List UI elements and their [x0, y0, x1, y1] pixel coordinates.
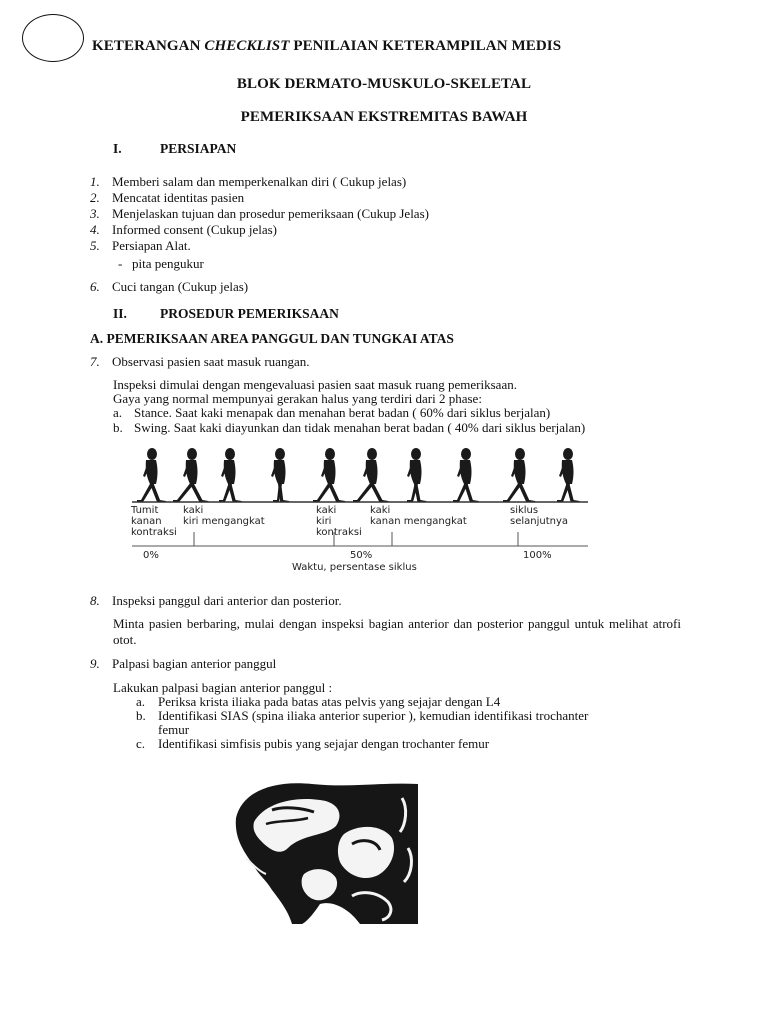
gait-label-selanjutnya: selanjutnya [510, 516, 569, 527]
list-item-7: 7. Observasi pasien saat masuk ruangan. [90, 354, 310, 369]
gait-axis-caption: Waktu, persentase siklus [292, 562, 417, 573]
section-2-roman: II. [113, 306, 127, 321]
list-item-6: 6. Cuci tangan (Cukup jelas) [90, 279, 249, 294]
gait-tick-label-0: 0% [143, 550, 159, 561]
walking-figure [353, 448, 388, 502]
gait-label-kontraksi-2: kontraksi [316, 527, 362, 538]
gait-label-siklus: siklus [510, 505, 539, 516]
list-item-text: Menjelaskan tujuan dan prosedur pemeriksaan (Cukup Jelas) [112, 206, 429, 221]
gait-label-kanan: kanan [131, 516, 162, 527]
list-item-4 [90, 222, 277, 238]
item-9-letter-a: a. [136, 694, 146, 709]
gait-label-kaki-3: kaki [370, 505, 391, 516]
subsection-a-title: A. PEMERIKSAAN AREA PANGGUL DAN TUNGKAI ATAS [90, 331, 454, 346]
list-number: 3. [90, 206, 100, 221]
item-9-intro: Lakukan palpasi bagian anterior panggul : [113, 680, 333, 695]
list-item-8: 8. Inspeksi panggul dari anterior dan posterior. [90, 593, 342, 608]
gait-label-kiri: kiri [316, 516, 332, 527]
walking-figure [219, 448, 242, 502]
item-9-letter-b: b. [136, 708, 146, 723]
item-7-paragraph-2: Gaya yang normal mempunyai gerakan halus yang terdiri dari 2 phase: [113, 391, 482, 406]
walking-figure [453, 448, 479, 502]
gait-tick-label-50: 50% [350, 550, 373, 561]
list-item-text: Informed consent (Cukup jelas) [112, 222, 277, 237]
walking-figure [313, 448, 345, 502]
section-1-title: PERSIAPAN [160, 141, 237, 156]
item-9-sias-line-1: Identifikasi SIAS (spina iliaka anterior superior ), kemudian identifikasi trochanter [158, 708, 589, 723]
list-number: 1. [90, 174, 100, 189]
walking-figure [173, 448, 208, 502]
pelvis-bone-illustration [232, 778, 420, 924]
section-2-title: PROSEDUR PEMERIKSAAN [160, 306, 339, 321]
walking-figure [557, 448, 580, 502]
document-title: KETERANGAN CHECKLIST PENILAIAN KETERAMPILAN MEDIS [92, 38, 562, 54]
item-9-simfisis: Identifikasi simfisis pubis yang sejajar dengan trochanter femur [158, 736, 490, 751]
block-title: BLOK DERMATO-MUSKULO-SKELETAL [236, 76, 532, 92]
list-item-3 [90, 206, 429, 222]
list-number: 5. [90, 238, 100, 253]
item-7-paragraph-1: Inspeksi dimulai dengan mengevaluasi pasien saat masuk ruang pemeriksaan. [113, 377, 517, 392]
subitem-text: pita pengukur [132, 256, 204, 271]
item-9-letter-c: c. [136, 736, 146, 751]
gait-label-kaki-2: kaki [316, 505, 337, 516]
list-item-text: Persiapan Alat. [112, 238, 191, 253]
item-9-sias-line-2: femur [158, 722, 190, 737]
list-number: 2. [90, 190, 100, 205]
walking-figure [503, 448, 535, 502]
gait-label-kontraksi: kontraksi [131, 527, 177, 538]
item-7-letter-a: a. [113, 405, 123, 420]
logo-oval [22, 14, 84, 62]
list-number: 4. [90, 222, 100, 237]
gait-label-tumit: Tumit [131, 505, 159, 516]
list-item-5 [90, 238, 191, 254]
gait-label-kanan-mengangkat: kanan mengangkat [370, 516, 467, 527]
item-7-stance: Stance. Saat kaki menapak dan menahan berat badan ( 60% dari siklus berjalan) [134, 405, 551, 420]
list-item-9: 9. Palpasi bagian anterior panggul [90, 656, 277, 671]
list-item-text: Mencatat identitas pasien [112, 190, 245, 205]
item-9-krista: Periksa krista iliaka pada batas atas pelvis yang sejajar dengan L4 [158, 694, 501, 709]
item-8-paragraph: Minta pasien berbaring, mulai dengan inspeksi bagian anterior dan posterior panggul untuk melihat atrofi otot. [113, 616, 681, 647]
gait-tick-label-100: 100% [523, 550, 552, 561]
walking-figure [137, 448, 166, 502]
walking-figure [407, 448, 426, 502]
item-7-letter-b: b. [113, 420, 123, 435]
list-item-2 [90, 190, 244, 206]
item-7-swing: Swing. Saat kaki diayunkan dan tidak menahan berat badan ( 40% dari siklus berjalan) [134, 420, 586, 435]
gait-label-kiri-mengangkat: kiri mengangkat [183, 516, 265, 527]
section-1-roman: I. [113, 141, 122, 156]
list-item-1 [90, 174, 406, 190]
list-item-text: Memberi salam dan memperkenalkan diri ( Cukup jelas) [112, 174, 407, 189]
walking-figure [271, 448, 289, 502]
subitem-dash: - [118, 256, 123, 271]
gait-label-kaki-1: kaki [183, 505, 204, 516]
subject-title: PEMERIKSAAN EKSTREMITAS BAWAH [240, 109, 528, 125]
